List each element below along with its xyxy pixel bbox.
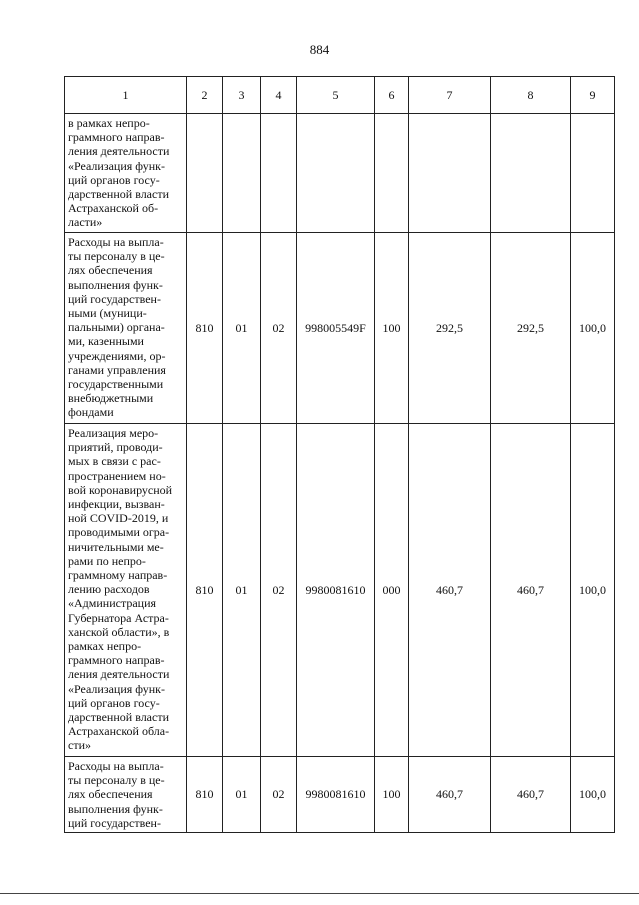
cell-col5: 998005549F — [297, 233, 375, 424]
cell-col4 — [261, 114, 297, 233]
page-number: 884 — [309, 42, 330, 57]
cell-col6 — [375, 114, 409, 233]
cell-col3: 01 — [223, 233, 261, 424]
page-bottom-rule — [0, 893, 639, 894]
cell-col4: 02 — [261, 424, 297, 757]
cell-col5: 9980081610 — [297, 757, 375, 833]
header-cell: 6 — [375, 77, 409, 114]
header-cell: 5 — [297, 77, 375, 114]
cell-col6: 100 — [375, 757, 409, 833]
cell-col9 — [571, 114, 615, 233]
cell-col4: 02 — [261, 757, 297, 833]
row-description: Расходы на выпла- ты персоналу в це- лях обеспечения выполнения функ- ций государствен- ными (муници- пальными) органа- ми, казенными учреждениями, ор- ганами управления государственными внебюджетными фондами — [65, 233, 187, 424]
cell-col6: 100 — [375, 233, 409, 424]
cell-col3: 01 — [223, 424, 261, 757]
row-description: в рамках непро- граммного направ- ления деятельности «Реализация функ- ций органов госу- дарственной власти Астраханской об- ласти» — [65, 114, 187, 233]
table-header-row — [65, 77, 615, 114]
table-row — [65, 757, 615, 833]
row-description: Реализация меро- приятий, проводи- мых в связи с рас- пространением но- вой коронавирусной инфекции, вызван- ной COVID-2019, и проводимыми огра- ничительными ме- рами по непро- граммному направ- лению расходов «Администрация Губернатора Астра- ханской области», в рамках непро- граммного направ- ления деятельности «Реализация функ- ций органов госу- дарственной власти Астраханской обла- сти» — [65, 424, 187, 757]
header-cell: 7 — [409, 77, 491, 114]
table-row — [65, 114, 615, 233]
table-row — [65, 424, 615, 757]
table-row — [65, 233, 615, 424]
cell-col2: 810 — [187, 424, 223, 757]
cell-col2 — [187, 114, 223, 233]
cell-col4: 02 — [261, 233, 297, 424]
header-cell: 2 — [187, 77, 223, 114]
header-cell: 8 — [491, 77, 571, 114]
cell-col2: 810 — [187, 233, 223, 424]
cell-col8 — [491, 114, 571, 233]
cell-col8: 460,7 — [491, 424, 571, 757]
cell-col9: 100,0 — [571, 424, 615, 757]
cell-col7 — [409, 114, 491, 233]
cell-col7: 460,7 — [409, 424, 491, 757]
cell-col2: 810 — [187, 757, 223, 833]
cell-col8: 460,7 — [491, 757, 571, 833]
row-description: Расходы на выпла- ты персоналу в це- лях обеспечения выполнения функ- ций государствен- — [65, 757, 187, 833]
cell-col3: 01 — [223, 757, 261, 833]
cell-col8: 292,5 — [491, 233, 571, 424]
header-cell: 3 — [223, 77, 261, 114]
cell-col5 — [297, 114, 375, 233]
cell-col6: 000 — [375, 424, 409, 757]
cell-col7: 292,5 — [409, 233, 491, 424]
header-cell: 4 — [261, 77, 297, 114]
budget-table — [64, 76, 615, 833]
header-cell: 9 — [571, 77, 615, 114]
cell-col7: 460,7 — [409, 757, 491, 833]
cell-col9: 100,0 — [571, 233, 615, 424]
cell-col3 — [223, 114, 261, 233]
cell-col5: 9980081610 — [297, 424, 375, 757]
header-cell: 1 — [65, 77, 187, 114]
cell-col9: 100,0 — [571, 757, 615, 833]
